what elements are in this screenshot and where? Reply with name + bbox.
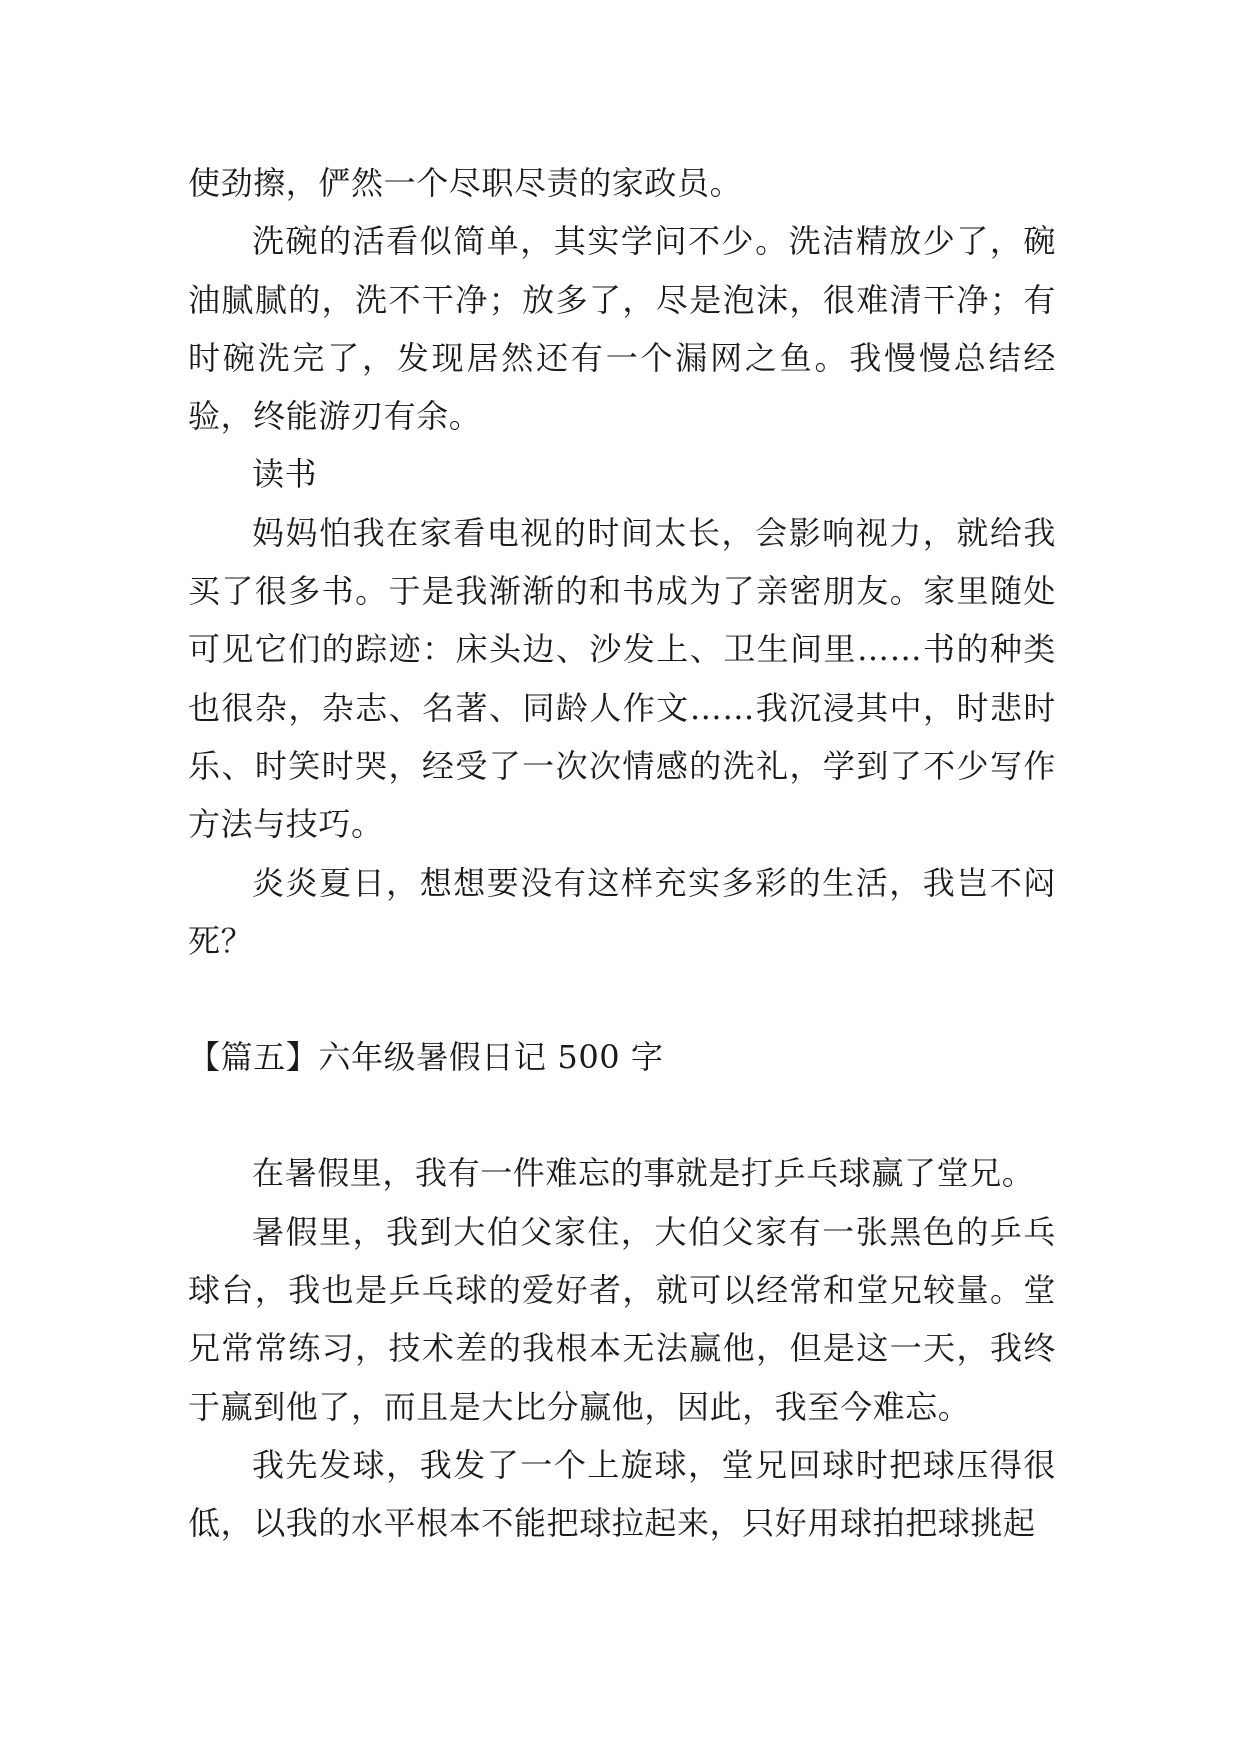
paragraph: 暑假里，我到大伯父家住，大伯父家有一张黑色的乒乓球台，我也是乒乓球的爱好者，就可以经常和堂兄较量。堂兄常常练习，技术差的我根本无法赢他，但是这一天，我终于赢到他了，而且是大比分赢他，因此，我至今难忘。 xyxy=(188,1212,1056,1426)
document-body xyxy=(188,154,1056,1553)
paragraph: 使劲擦，俨然一个尽职尽责的家政员。 xyxy=(188,164,743,202)
spacer xyxy=(188,970,1056,1028)
subheading-reading: 读书 xyxy=(252,455,318,494)
section-heading: 【篇五】六年级暑假日记 500 字 xyxy=(188,1038,664,1077)
paragraph: 在暑假里，我有一件难忘的事就是打乒乓球赢了堂兄。 xyxy=(252,1154,1035,1193)
paragraph: 炎炎夏日，想想要没有这样充实多彩的生活，我岂不闷死？ xyxy=(188,863,1056,960)
paragraph: 洗碗的活看似简单，其实学问不少。洗洁精放少了，碗油腻腻的，洗不干净；放多了，尽是泡沫，很难清干净；有时碗洗完了，发现居然还有一个漏网之鱼。我慢慢总结经验，终能游刃有余。 xyxy=(188,222,1056,436)
paragraph: 我先发球，我发了一个上旋球，堂兄回球时把球压得很低，以我的水平根本不能把球拉起来，只好用球拍把球挑起 xyxy=(188,1445,1056,1543)
paragraph: 妈妈怕我在家看电视的时间太长，会影响视力，就给我买了很多书。于是我渐渐的和书成为了亲密朋友。家里随处可见它们的踪迹：床头边、沙发上、卫生间里……书的种类也很杂，杂志、名著、同龄人作文……我沉浸其中，时悲时乐、时笑时哭，经受了一次次情感的洗礼，学到了不少写作方法与技巧。 xyxy=(188,513,1056,844)
spacer xyxy=(188,1086,1056,1144)
